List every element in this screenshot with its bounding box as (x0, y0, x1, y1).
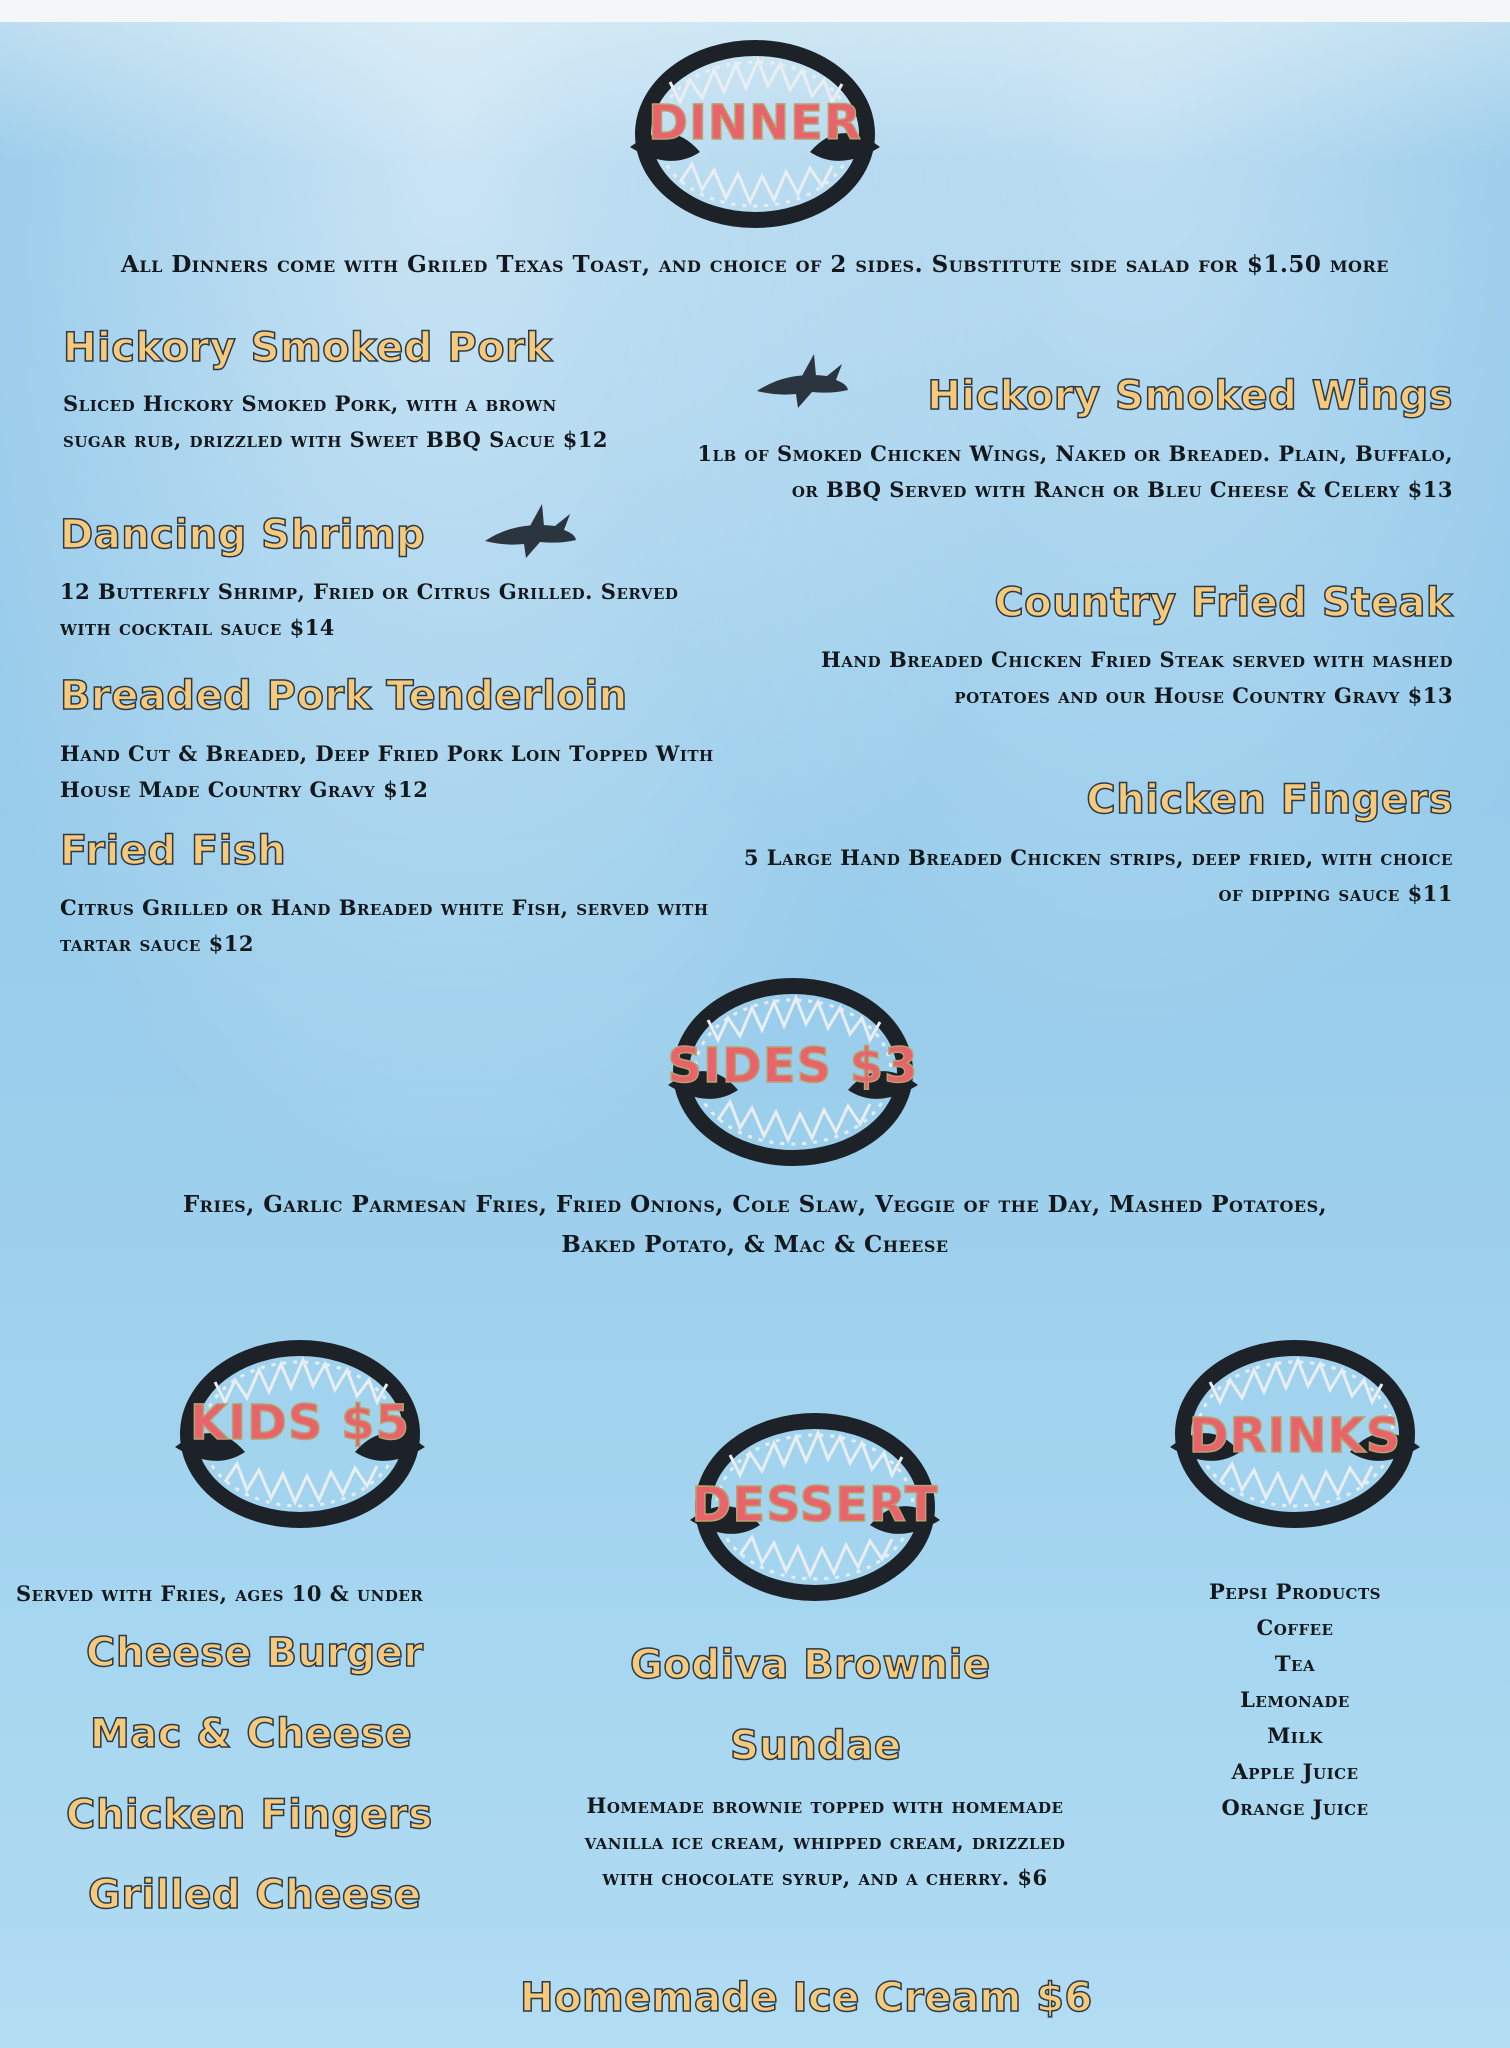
drink-milk: Milk (1267, 1723, 1323, 1748)
kids-item-cheese-burger: Cheese Burger (86, 1630, 424, 1676)
item-hickory-smoked-wings: Hickory Smoked Wings (927, 373, 1453, 419)
desc-fried-fish: Citrus Grilled or Hand Breaded white Fish, served with tartar sauce $12 (60, 895, 709, 956)
drink-coffee: Coffee (1256, 1615, 1334, 1640)
dinner-title: DINNER (648, 95, 862, 151)
dessert-sundae-desc: Homemade brownie topped with homemade vanilla ice cream, whipped cream, drizzled with chocolate syrup, and a cherry. $6 (584, 1793, 1066, 1890)
shark-icon (752, 346, 852, 416)
kids-item-mac-cheese: Mac & Cheese (90, 1711, 413, 1757)
desc-dancing-shrimp: 12 Butterfly Shrimp, Fried or Citrus Grilled. Served with cocktail sauce $14 (60, 579, 679, 640)
item-breaded-pork-tenderloin: Breaded Pork Tenderloin (60, 673, 628, 719)
sides-title: SIDES $3 (667, 1038, 919, 1094)
item-dancing-shrimp: Dancing Shrimp (60, 512, 426, 558)
shark-icon (480, 496, 580, 566)
scan-top-edge (0, 0, 1510, 22)
desc-hickory-smoked-wings: 1lb of Smoked Chicken Wings, Naked or Breaded. Plain, Buffalo, or BBQ Served with Ranch or Bleu Cheese & Celery $13 (697, 441, 1453, 502)
dessert-item-godiva-brownie: Godiva Brownie (630, 1642, 991, 1688)
kids-item-chicken-fingers: Chicken Fingers (66, 1792, 433, 1838)
dessert-item-sundae: Sundae (730, 1723, 902, 1769)
desc-chicken-fingers: 5 Large Hand Breaded Chicken strips, deep fried, with choice of dipping sauce $11 (743, 845, 1453, 906)
sides-desc: Fries, Garlic Parmesan Fries, Fried Onions, Cole Slaw, Veggie of the Day, Mashed Potatoes, Baked Potato, & Mac & Cheese (182, 1191, 1328, 1258)
desc-country-fried-steak: Hand Breaded Chicken Fried Steak served with mashed potatoes and our House Country Gravy $13 (820, 647, 1453, 708)
item-country-fried-steak: Country Fried Steak (994, 580, 1453, 626)
item-chicken-fingers: Chicken Fingers (1086, 777, 1453, 823)
item-hickory-smoked-pork: Hickory Smoked Pork (63, 325, 553, 371)
kids-item-grilled-cheese: Grilled Cheese (88, 1872, 422, 1918)
drink-tea: Tea (1274, 1651, 1316, 1676)
drink-apple-juice: Apple Juice (1231, 1759, 1359, 1784)
desc-hickory-smoked-pork: Sliced Hickory Smoked Pork, with a brown sugar rub, drizzled with Sweet BBQ Sacue $12 (63, 391, 609, 452)
dessert-item-homemade-ice-cream: Homemade Ice Cream $6 (520, 1975, 1093, 2021)
drinks-title: DRINKS (1188, 1408, 1402, 1464)
drink-pepsi-products: Pepsi Products (1208, 1579, 1381, 1604)
drink-lemonade: Lemonade (1240, 1687, 1350, 1712)
kids-note: Served with Fries, ages 10 & under (16, 1581, 424, 1606)
dinner-intro: All Dinners come with Griled Texas Toast, and choice of 2 sides. Substitute side salad for $1.50 more (120, 251, 1389, 278)
dessert-title: DESSERT (691, 1477, 939, 1533)
desc-breaded-pork-tenderloin: Hand Cut & Breaded, Deep Fried Pork Loin Topped With House Made Country Gravy $12 (60, 741, 714, 802)
drink-orange-juice: Orange Juice (1221, 1795, 1369, 1820)
kids-title: KIDS $5 (190, 1395, 410, 1451)
item-fried-fish: Fried Fish (60, 828, 287, 874)
